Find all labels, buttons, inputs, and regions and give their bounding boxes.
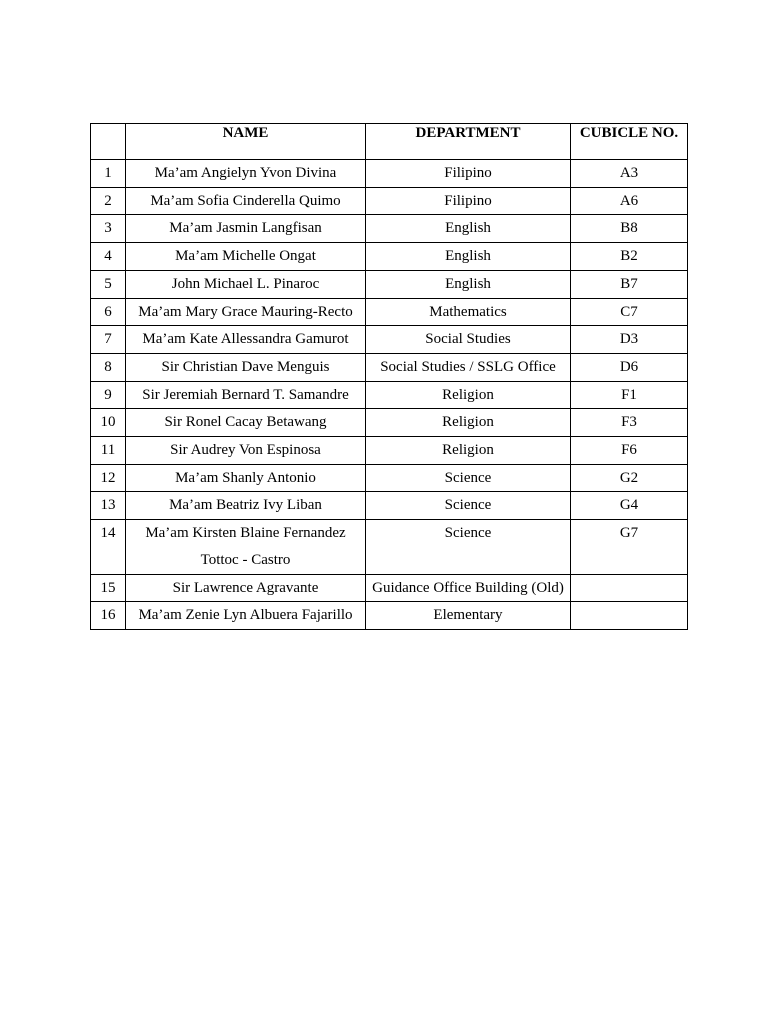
teacher-name: Ma’am Sofia Cinderella Quimo (126, 187, 366, 215)
department: Religion (366, 437, 571, 465)
cubicle-number: G4 (571, 492, 688, 520)
cubicle-number: B8 (571, 215, 688, 243)
table-row (91, 574, 688, 602)
teacher-name: Ma’am Jasmin Langfisan (126, 215, 366, 243)
teacher-name: Ma’am Shanly Antonio (126, 464, 366, 492)
table-body (91, 160, 688, 630)
row-number: 1 (91, 160, 126, 188)
department: Religion (366, 381, 571, 409)
row-number: 9 (91, 381, 126, 409)
row-number: 11 (91, 437, 126, 465)
header-name: NAME (126, 124, 366, 160)
cubicle-number: A6 (571, 187, 688, 215)
faculty-cubicle-table (90, 123, 688, 630)
table-row (91, 270, 688, 298)
header-number (91, 124, 126, 160)
department: Elementary (366, 602, 571, 630)
department: Guidance Office Building (Old) (366, 574, 571, 602)
row-number: 3 (91, 215, 126, 243)
department: Religion (366, 409, 571, 437)
teacher-name: Ma’am Mary Grace Mauring-Recto (126, 298, 366, 326)
table-row (91, 437, 688, 465)
table-row (91, 353, 688, 381)
teacher-name: John Michael L. Pinaroc (126, 270, 366, 298)
table-row (91, 492, 688, 520)
department: Filipino (366, 187, 571, 215)
row-number: 12 (91, 464, 126, 492)
department: Social Studies / SSLG Office (366, 353, 571, 381)
teacher-name: Ma’am Kirsten Blaine Fernandez Tottoc - Castro (126, 520, 366, 574)
cubicle-number: D6 (571, 353, 688, 381)
department: English (366, 270, 571, 298)
teacher-name: Ma’am Angielyn Yvon Divina (126, 160, 366, 188)
table-row (91, 381, 688, 409)
teacher-name: Sir Christian Dave Menguis (126, 353, 366, 381)
department: Social Studies (366, 326, 571, 354)
row-number: 15 (91, 574, 126, 602)
cubicle-number (571, 574, 688, 602)
department: English (366, 215, 571, 243)
table-row (91, 298, 688, 326)
teacher-name: Ma’am Kate Allessandra Gamurot (126, 326, 366, 354)
row-number: 14 (91, 520, 126, 574)
row-number: 10 (91, 409, 126, 437)
table-row (91, 326, 688, 354)
cubicle-number: B2 (571, 243, 688, 271)
table-row (91, 215, 688, 243)
table-header-row (91, 124, 688, 160)
table-row (91, 160, 688, 188)
table-row (91, 520, 688, 574)
cubicle-number: F1 (571, 381, 688, 409)
table-row (91, 409, 688, 437)
cubicle-number: F3 (571, 409, 688, 437)
cubicle-number: A3 (571, 160, 688, 188)
table-row (91, 243, 688, 271)
department: Science (366, 464, 571, 492)
teacher-name: Ma’am Zenie Lyn Albuera Fajarillo (126, 602, 366, 630)
teacher-name: Sir Audrey Von Espinosa (126, 437, 366, 465)
row-number: 7 (91, 326, 126, 354)
cubicle-number: G2 (571, 464, 688, 492)
cubicle-number: F6 (571, 437, 688, 465)
department: Filipino (366, 160, 571, 188)
department: English (366, 243, 571, 271)
row-number: 6 (91, 298, 126, 326)
teacher-name: Sir Jeremiah Bernard T. Samandre (126, 381, 366, 409)
table-row (91, 602, 688, 630)
header-department: DEPARTMENT (366, 124, 571, 160)
row-number: 13 (91, 492, 126, 520)
department: Science (366, 520, 571, 574)
teacher-name: Ma’am Michelle Ongat (126, 243, 366, 271)
row-number: 8 (91, 353, 126, 381)
department: Science (366, 492, 571, 520)
cubicle-number: G7 (571, 520, 688, 574)
cubicle-number: B7 (571, 270, 688, 298)
table-row (91, 187, 688, 215)
cubicle-number: D3 (571, 326, 688, 354)
teacher-name: Ma’am Beatriz Ivy Liban (126, 492, 366, 520)
department: Mathematics (366, 298, 571, 326)
cubicle-number (571, 602, 688, 630)
table-row (91, 464, 688, 492)
header-cubicle-no: CUBICLE NO. (571, 124, 688, 160)
teacher-name: Sir Ronel Cacay Betawang (126, 409, 366, 437)
row-number: 16 (91, 602, 126, 630)
row-number: 5 (91, 270, 126, 298)
row-number: 2 (91, 187, 126, 215)
row-number: 4 (91, 243, 126, 271)
teacher-name: Sir Lawrence Agravante (126, 574, 366, 602)
cubicle-number: C7 (571, 298, 688, 326)
